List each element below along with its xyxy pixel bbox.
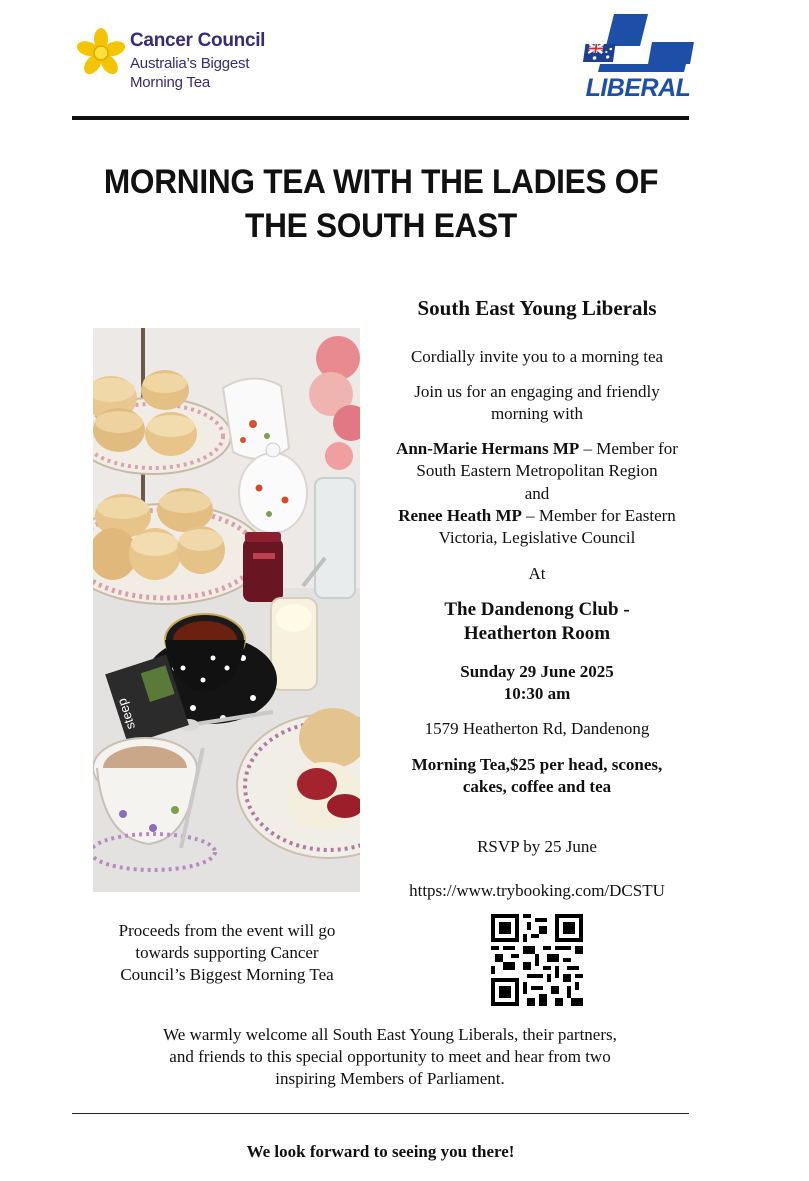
cancer-council-logo — [76, 26, 286, 96]
page-title — [82, 160, 679, 248]
welcome-line-1: We warmly welcome all South East Young Liberals, their partners, — [163, 1025, 617, 1044]
speaker-1-region: South Eastern Metropolitan Region — [416, 461, 658, 480]
proceeds-line-3: Council’s Biggest Morning Tea — [120, 965, 334, 984]
speaker-2-council: Victoria, Legislative Council — [438, 528, 636, 547]
speaker-1-role: – Member for — [579, 439, 678, 458]
footer-divider — [72, 1113, 689, 1114]
proceeds-note — [96, 920, 358, 986]
welcome-line-3: inspiring Members of Parliament. — [275, 1069, 505, 1088]
closing-message: We look forward to seeing you there! — [246, 1142, 515, 1161]
header-divider — [72, 116, 689, 120]
price-line-1: Morning Tea,$25 per head, scones, — [411, 755, 663, 774]
cancer-council-tagline-2: Morning Tea — [130, 74, 211, 91]
australian-flag-icon — [582, 12, 694, 76]
tea-bag-label: steep — [113, 696, 139, 732]
event-address: 1579 Heatherton Rd, Dandenong — [424, 719, 650, 738]
and-text: and — [524, 484, 550, 503]
join-line-2: morning with — [490, 404, 584, 423]
join-line-1: Join us for an engaging and friendly — [414, 382, 660, 401]
morning-tea-photo — [93, 328, 360, 892]
at-text: At — [528, 564, 546, 583]
speaker-2-name: Renee Heath MP — [398, 506, 522, 525]
organiser-name: South East Young Liberals — [417, 296, 657, 320]
rsvp-text: RSVP by 25 June — [477, 837, 597, 856]
event-date: Sunday 29 June 2025 — [460, 662, 614, 681]
cancer-council-name: Cancer Council — [130, 30, 266, 51]
booking-link[interactable]: https://www.trybooking.com/DCSTU — [409, 881, 665, 900]
invite-line: Cordially invite you to a morning tea — [410, 347, 664, 366]
speaker-2 — [374, 505, 700, 527]
title-line-2: THE SOUTH EAST — [245, 207, 517, 245]
proceeds-line-1: Proceeds from the event will go — [118, 921, 336, 940]
speaker-1 — [374, 438, 700, 460]
cancer-council-tagline-1: Australia’s Biggest — [130, 55, 250, 72]
liberal-wordmark: LIBERAL — [585, 74, 691, 102]
venue-line-2: Heatherton Room — [463, 623, 611, 644]
qr-code-icon[interactable] — [491, 914, 583, 1006]
welcome-line-2: and friends to this special opportunity to meet and hear from two — [169, 1047, 611, 1066]
liberal-party-logo — [582, 12, 694, 104]
title-line-1: MORNING TEA WITH THE LADIES OF — [103, 163, 659, 201]
venue-line-1: The Dandenong Club - — [444, 599, 630, 620]
daffodil-icon — [76, 28, 126, 78]
speaker-1-name: Ann-Marie Hermans MP — [396, 439, 580, 458]
event-time: 10:30 am — [503, 684, 571, 703]
welcome-text — [110, 1024, 670, 1090]
speaker-2-role: – Member for Eastern — [521, 506, 676, 525]
price-line-2: cakes, coffee and tea — [462, 777, 612, 796]
proceeds-line-2: towards supporting Cancer — [135, 943, 319, 962]
